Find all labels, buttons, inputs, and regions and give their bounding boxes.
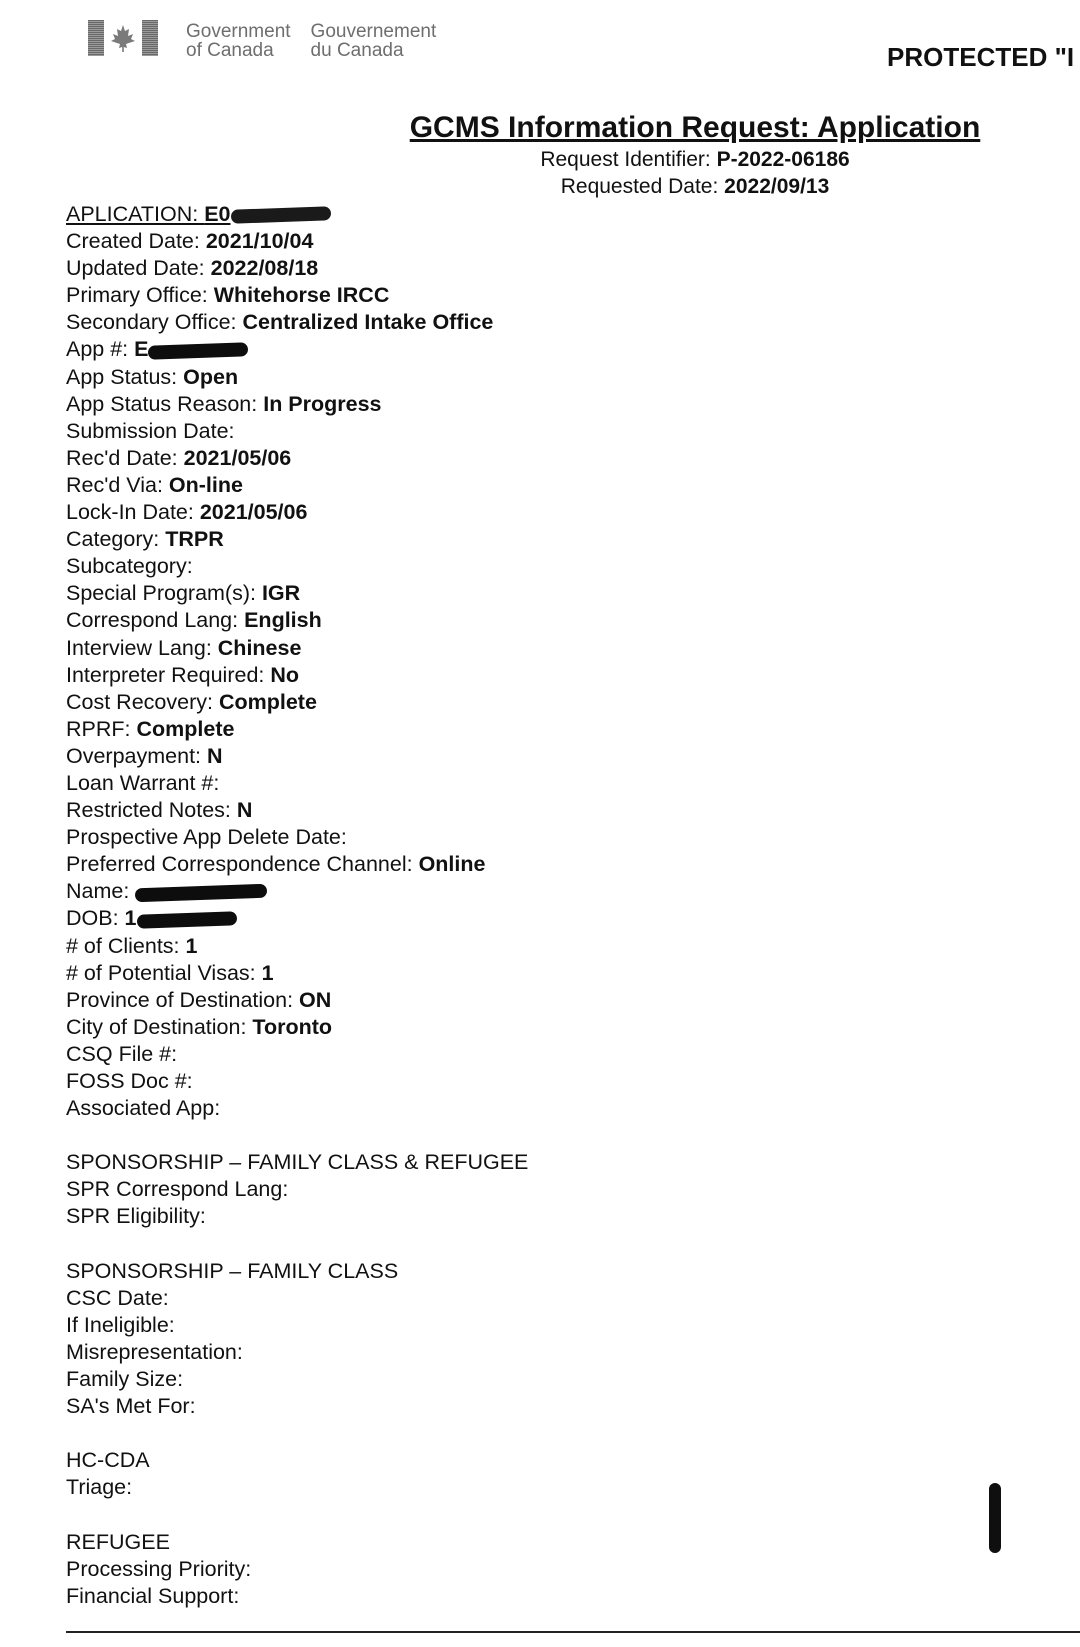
field-label: CSQ File #: <box>66 1041 178 1066</box>
field-row <box>66 797 966 824</box>
redaction-mark <box>135 883 267 902</box>
field-label: Province of Destination: <box>66 987 300 1012</box>
redaction-mark <box>136 911 236 928</box>
field-label: Restricted Notes: <box>66 798 237 823</box>
field-row <box>66 499 966 526</box>
field-label: City of Destination: <box>66 1014 253 1039</box>
field-value: 2022/08/18 <box>210 256 319 281</box>
field-row <box>66 445 966 472</box>
field-label: Financial Support: <box>66 1583 240 1608</box>
field-label: Preferred Correspondence Channel: <box>66 852 419 877</box>
field-row <box>66 905 966 932</box>
field-row <box>66 255 966 282</box>
field-row <box>66 418 966 445</box>
field-label: If Ineligible: <box>66 1312 175 1337</box>
field-label: RPRF: <box>66 716 137 741</box>
field-label: Cost Recovery: <box>66 689 219 714</box>
field-label: Lock-In Date: <box>66 500 200 525</box>
field-label: Name: <box>66 879 136 904</box>
section-heading: REFUGEE <box>66 1529 170 1554</box>
request-identifier: Request Identifier: P-2022-06186 <box>540 148 850 171</box>
field-value: Online <box>418 852 486 877</box>
field-label: App Status Reason: <box>66 391 264 416</box>
field-row <box>66 743 966 770</box>
field-value: 1 <box>124 906 137 931</box>
field-label: # of Potential Visas: <box>66 960 262 985</box>
field-row <box>66 309 966 336</box>
field-value: 1 <box>185 933 198 958</box>
field-value: On-line <box>168 472 243 497</box>
requested-date: Requested Date: 2022/09/13 <box>560 175 830 198</box>
field-value: N <box>236 798 253 823</box>
field-row <box>66 526 966 553</box>
field-value: TRPR <box>165 527 224 552</box>
field-value: English <box>244 608 322 633</box>
field-value: 2021/05/06 <box>199 500 308 525</box>
redaction-mark <box>148 342 248 359</box>
redaction-mark <box>230 207 330 224</box>
field-label: Subcategory: <box>66 554 193 579</box>
field-row <box>66 933 966 960</box>
field-row <box>66 1068 966 1095</box>
field-label: Created Date: <box>66 229 206 254</box>
government-of-canada-signature <box>88 20 436 60</box>
field-label: Secondary Office: <box>66 310 243 335</box>
field-label: Category: <box>66 527 166 552</box>
field-value: Toronto <box>252 1014 333 1039</box>
field-label: App #: <box>66 337 135 362</box>
field-value: Open <box>183 364 239 389</box>
field-row <box>66 851 966 878</box>
field-row <box>66 282 966 309</box>
field-value: E <box>134 337 149 362</box>
field-row <box>66 689 966 716</box>
gov-name-english: Government of Canada <box>186 21 291 61</box>
field-label: DOB: <box>66 906 125 931</box>
field-value: 2021/05/06 <box>183 445 292 470</box>
field-value: Chinese <box>217 635 302 660</box>
field-row <box>66 1041 966 1068</box>
section-heading: HC-CDA <box>66 1448 150 1473</box>
field-label: Special Program(s): <box>66 581 262 606</box>
field-value: ON <box>299 987 332 1012</box>
field-row <box>66 228 966 255</box>
field-row <box>66 662 966 689</box>
field-label: CSC Date: <box>66 1285 169 1310</box>
field-label: Associated App: <box>66 1096 221 1121</box>
field-row <box>66 1095 966 1122</box>
canada-flag-icon <box>88 20 158 56</box>
field-label: SPR Eligibility: <box>66 1204 206 1229</box>
field-label: Rec'd Date: <box>66 445 184 470</box>
field-value: Centralized Intake Office <box>242 310 494 335</box>
field-label: Loan Warrant #: <box>66 770 220 795</box>
field-value: No <box>270 662 300 687</box>
section-heading: SPONSORSHIP – FAMILY CLASS <box>66 1258 399 1283</box>
field-label: # of Clients: <box>66 933 186 958</box>
field-row <box>66 987 966 1014</box>
field-label: Rec'd Via: <box>66 472 169 497</box>
field-label: FOSS Doc #: <box>66 1069 193 1093</box>
application-heading: APLICATION: E0 <box>66 201 966 228</box>
field-row <box>66 553 966 580</box>
field-row <box>66 580 966 607</box>
page-divider <box>66 1631 1080 1633</box>
field-value: Complete <box>136 716 235 741</box>
application-fields <box>66 201 966 1610</box>
field-row <box>66 878 966 905</box>
field-label: Interpreter Required: <box>66 662 271 687</box>
field-label: Processing Priority: <box>66 1556 252 1581</box>
field-row <box>66 391 966 418</box>
field-row <box>66 635 966 662</box>
field-value: IGR <box>261 581 301 606</box>
field-label: Primary Office: <box>66 283 214 308</box>
field-value: Complete <box>218 689 317 714</box>
field-label: Interview Lang: <box>66 635 218 660</box>
field-label: Triage: <box>66 1475 133 1500</box>
title-block <box>395 110 995 200</box>
field-label: Correspond Lang: <box>66 608 245 633</box>
field-label: SPR Correspond Lang: <box>66 1177 289 1202</box>
gov-name-french: Gouvernement du Canada <box>310 21 437 61</box>
field-label: Prospective App Delete Date: <box>66 825 347 850</box>
field-label: Misrepresentation: <box>66 1339 243 1364</box>
protected-marking: PROTECTED "I <box>887 42 1075 72</box>
section-heading: SPONSORSHIP – FAMILY CLASS & REFUGEE <box>66 1150 529 1175</box>
field-label: Submission Date: <box>66 418 235 443</box>
field-value: In Progress <box>263 391 382 416</box>
field-row <box>66 960 966 987</box>
field-row <box>66 607 966 634</box>
field-row <box>66 824 966 851</box>
field-value: 2021/10/04 <box>205 229 314 254</box>
field-row <box>66 364 966 391</box>
field-value: Whitehorse IRCC <box>213 283 390 308</box>
redaction-mark <box>989 1483 1001 1553</box>
field-value: N <box>207 743 223 768</box>
field-row <box>66 770 966 797</box>
field-row <box>66 336 966 363</box>
field-value: 1 <box>261 960 274 985</box>
field-row <box>66 472 966 499</box>
field-label: Overpayment: <box>66 743 207 768</box>
field-row <box>66 716 966 743</box>
field-row <box>66 1014 966 1041</box>
field-label: Updated Date: <box>66 256 211 281</box>
field-label: SA's Met For: <box>66 1394 196 1419</box>
field-label: Family Size: <box>66 1367 184 1392</box>
field-label: App Status: <box>66 364 184 389</box>
page-title: GCMS Information Request: Application <box>409 111 981 144</box>
